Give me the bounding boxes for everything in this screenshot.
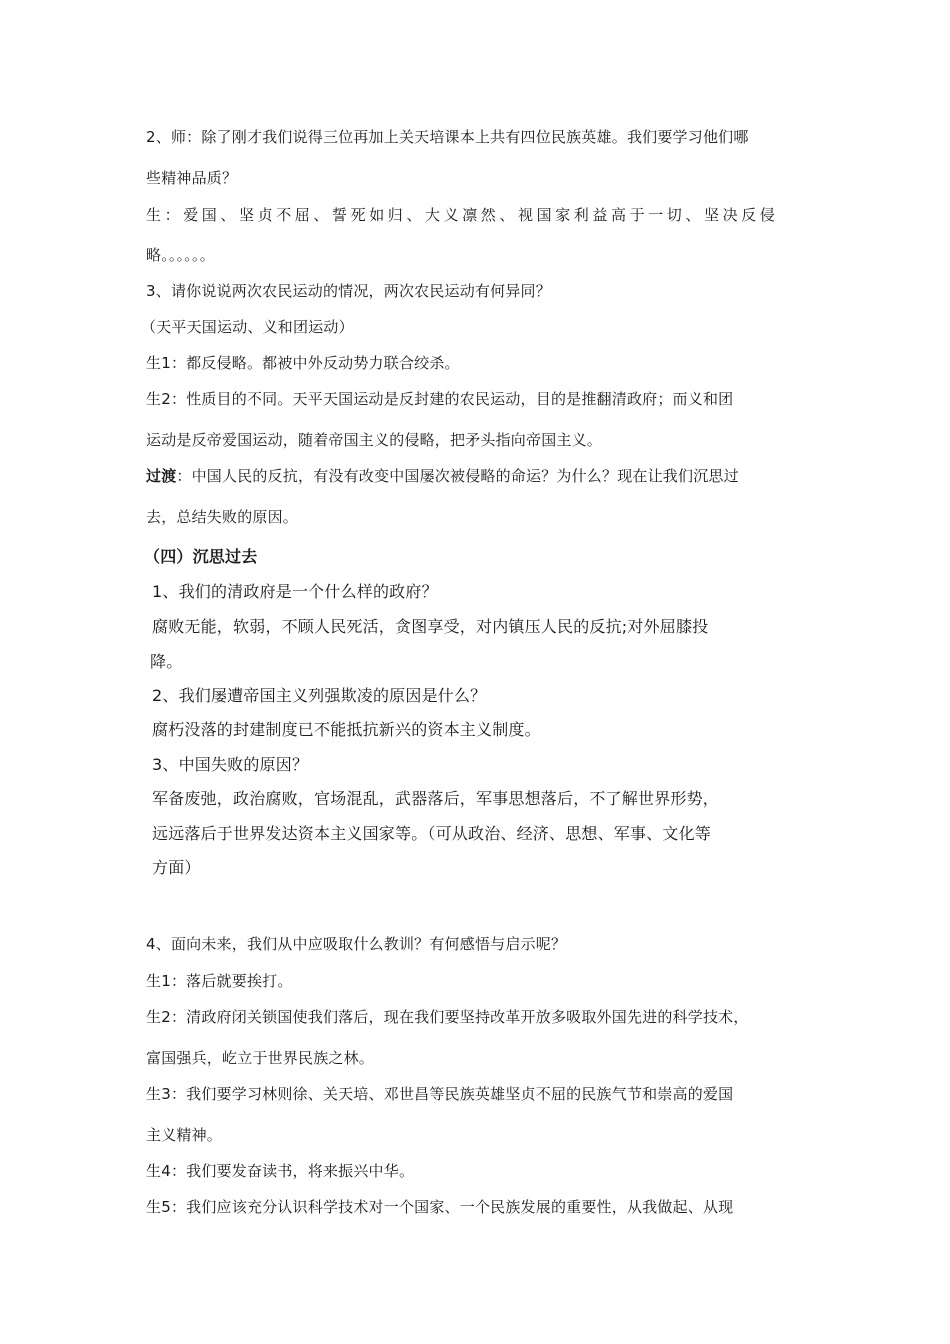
question-4: 4、面向未来，我们从中应吸取什么教训？有何感悟与启示呢？ [146,935,567,953]
question-3: 3、请你说说两次农民运动的情况，两次农民运动有何异同？ [146,282,551,300]
section-4-answer-1-line-2: 降。 [150,652,183,671]
section-4-heading: （四）沉思过去 [144,547,258,566]
watermark [592,560,619,598]
student-4-reflection: 生4：我们要发奋读书，将来振兴中华。 [146,1162,415,1180]
student-2-answer-line-2: 运动是反帝爱国运动，随着帝国主义的侵略，把矛头指向帝国主义。 [146,431,603,449]
section-4-question-3: 3、中国失败的原因？ [152,755,309,774]
student-answer-line-2: 略。。。。。。 [146,246,215,264]
section-4-answer-3-line-2: 远远落后于世界发达资本主义国家等。（可从政治、经济、思想、军事、文化等 [152,824,712,843]
question-3-note: （天平天国运动、义和团运动） [141,318,354,336]
student-1-reflection: 生1：落后就要挨打。 [146,972,293,990]
transition-line-1 [146,466,739,486]
student-1-answer: 生1：都反侵略。都被中外反动势力联合绞杀。 [146,354,460,372]
student-5-reflection: 生5：我们应该充分认识科学技术对一个国家、一个民族发展的重要性，从我做起、从现 [146,1198,734,1216]
student-answer-line-1: 生：爱国、坚贞不屈、誓死如归、大义凛然、视国家利益高于一切、坚决反侵 [146,206,779,224]
transition-line-2: 去，总结失败的原因。 [146,508,299,526]
section-4-question-1: 1、我们的清政府是一个什么样的政府？ [152,582,438,601]
student-3-reflection-line-1: 生3：我们要学习林则徐、关天培、邓世昌等民族英雄坚贞不屈的民族气节和崇高的爱国 [146,1085,734,1103]
student-2-answer-line-1: 生2：性质目的不同。天平天国运动是反封建的农民运动，目的是推翻清政府；而义和团 [146,390,734,408]
question-2-line-2: 些精神品质？ [146,169,238,187]
student-2-reflection-line-2: 富国强兵，屹立于世界民族之林。 [146,1049,375,1067]
student-2-reflection-line-1: 生2：清政府闭关锁国使我们落后，现在我们要坚持改革开放多吸取外国先进的科学技术， [146,1008,749,1026]
transition-label: 过渡 [146,467,177,485]
section-4-answer-3-line-1: 军备废弛，政治腐败，官场混乱，武器落后，军事思想落后，不了解世界形势， [152,789,720,808]
section-4-question-2: 2、我们屡遭帝国主义列强欺凌的原因是什么？ [152,686,487,705]
section-4-answer-2: 腐朽没落的封建制度已不能抵抗新兴的资本主义制度。 [152,720,541,739]
section-4-answer-3-line-3: 方面） [152,858,201,877]
question-2-line-1: 2、师：除了刚才我们说得三位再加上关天培课本上共有四位民族英雄。我们要学习他们哪 [146,128,749,146]
section-4-answer-1-line-1: 腐败无能，软弱，不顾人民死活，贪图享受，对内镇压人民的反抗;对外屈膝投 [152,617,709,636]
student-3-reflection-line-2: 主义精神。 [146,1126,223,1144]
transition-text: ：中国人民的反抗，有没有改变中国屡次被侵略的命运？为什么？现在让我们沉思过 [176,467,739,485]
